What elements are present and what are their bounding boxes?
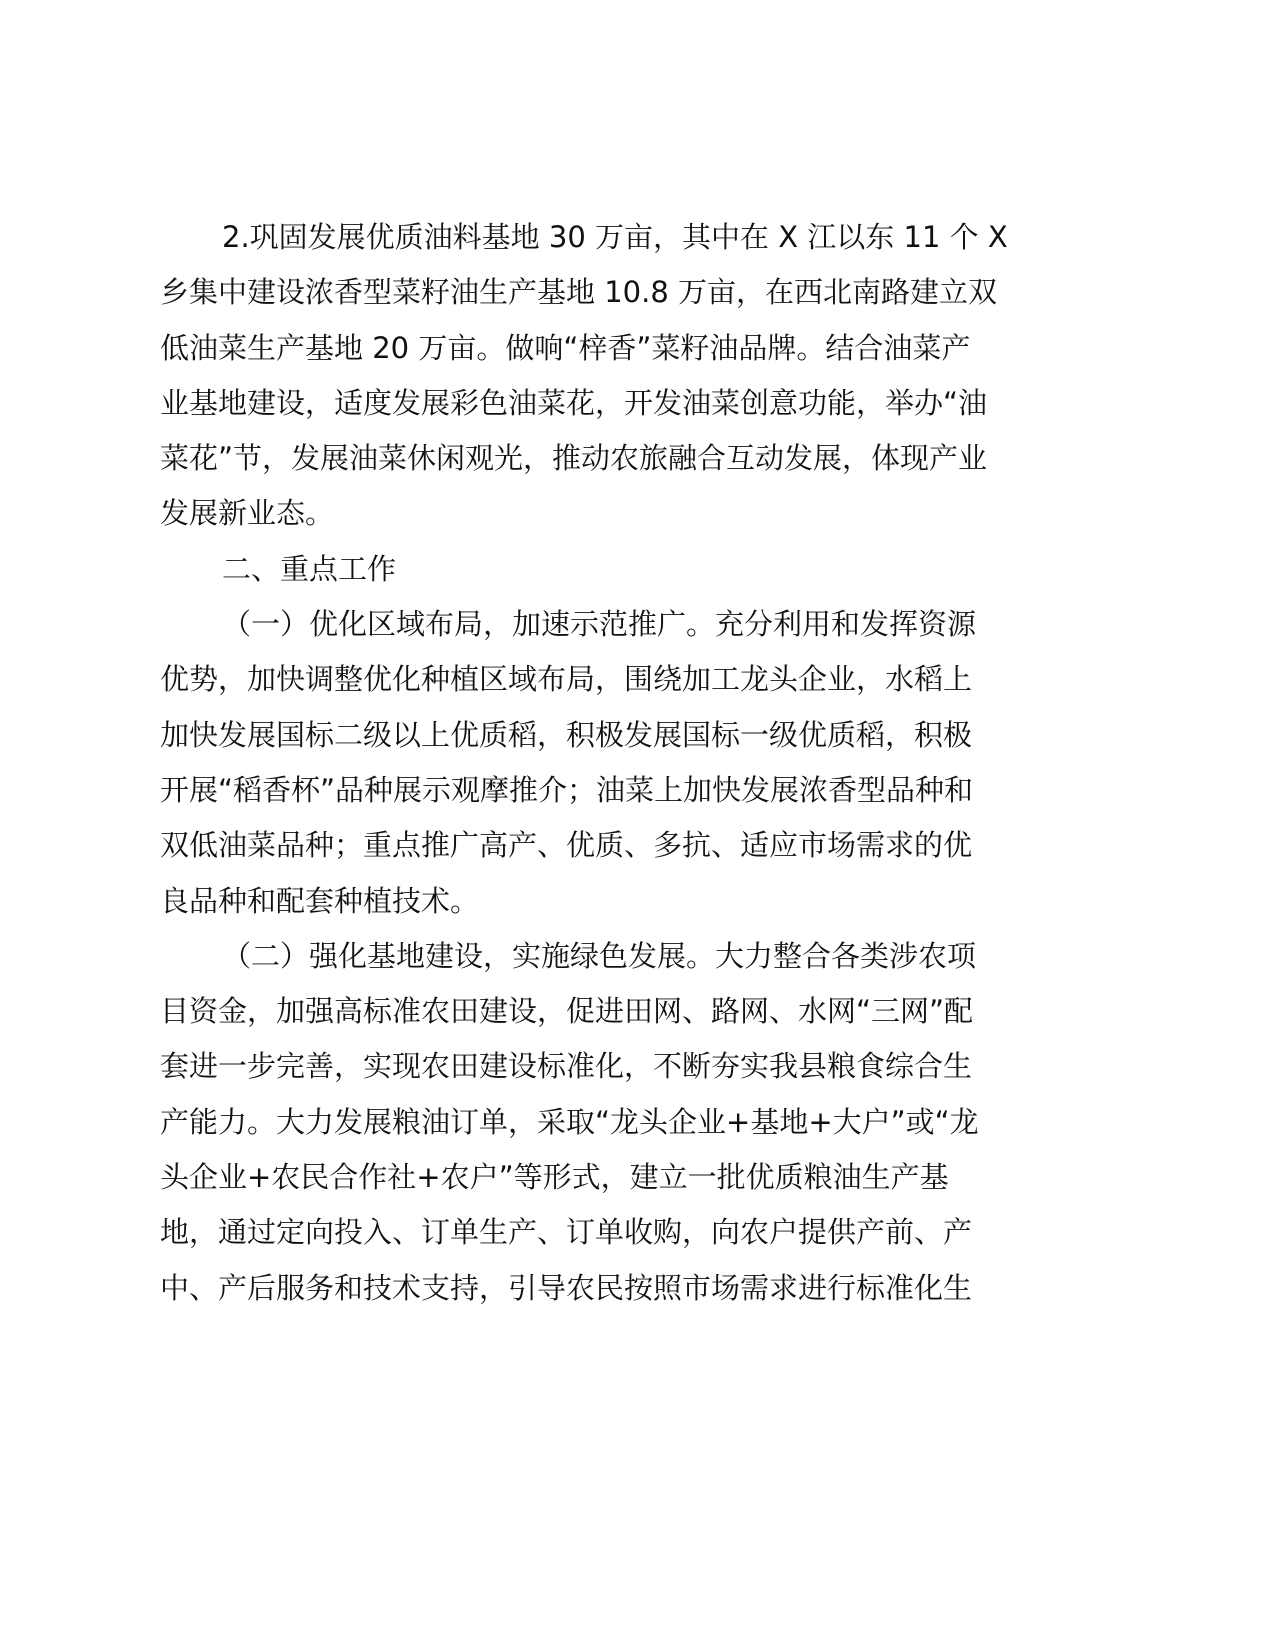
paragraph-regional-layout	[160, 597, 1070, 929]
text-line: 双低油菜品种；重点推广高产、优质、多抗、适应市场需求的优	[160, 828, 973, 863]
text-line: 目资金，加强高标准农田建设，促进田网、路网、水网“三网”配	[160, 994, 974, 1029]
paragraph-base-construction	[160, 929, 1070, 1316]
text-line: 乡集中建设浓香型菜籽油生产基地 10.8 万亩，在西北南路建立双	[160, 275, 998, 310]
text-line: 套进一步完善，实现农田建设标准化，不断夯实我县粮食综合生	[160, 1049, 973, 1084]
text-line: （一）优化区域布局，加速示范推广。充分利用和发挥资源	[222, 607, 977, 642]
text-line: 菜花”节，发展油菜休闲观光，推动农旅融合互动发展，体现产业	[160, 441, 988, 476]
text-line: 开展“稻香杯”品种展示观摩推介；油菜上加快发展浓香型品种和	[160, 772, 974, 807]
text-line: 良品种和配套种植技术。	[160, 883, 480, 918]
text-line: 发展新业态。	[160, 496, 335, 531]
text-line: （二）强化基地建设，实施绿色发展。大力整合各类涉农项	[222, 938, 977, 973]
text-line: 低油菜生产基地 20 万亩。做响“梓香”菜籽油品牌。结合油菜产	[160, 330, 971, 365]
text-line: 产能力。大力发展粮油订单，采取“龙头企业+基地+大户”或“龙	[160, 1104, 979, 1139]
document-page	[160, 210, 1070, 1316]
paragraph-oil-base	[160, 210, 1070, 542]
text-line: 中、产后服务和技术支持，引导农民按照市场需求进行标准化生	[160, 1270, 973, 1305]
section-heading	[160, 542, 1070, 597]
text-line: 加快发展国标二级以上优质稻，积极发展国标一级优质稻，积极	[160, 717, 973, 752]
text-line: 地，通过定向投入、订单生产、订单收购，向农户提供产前、产	[160, 1215, 973, 1250]
text-line: 头企业+农民合作社+农户”等形式，建立一批优质粮油生产基	[160, 1160, 949, 1195]
text-line: 业基地建设，适度发展彩色油菜花，开发油菜创意功能，举办“油	[160, 385, 988, 420]
heading-text: 二、重点工作	[222, 551, 397, 586]
text-line: 2.巩固发展优质油料基地 30 万亩，其中在 X 江以东 11 个 X	[222, 220, 1008, 254]
text-line: 优势，加快调整优化种植区域布局，围绕加工龙头企业，水稻上	[160, 662, 973, 697]
